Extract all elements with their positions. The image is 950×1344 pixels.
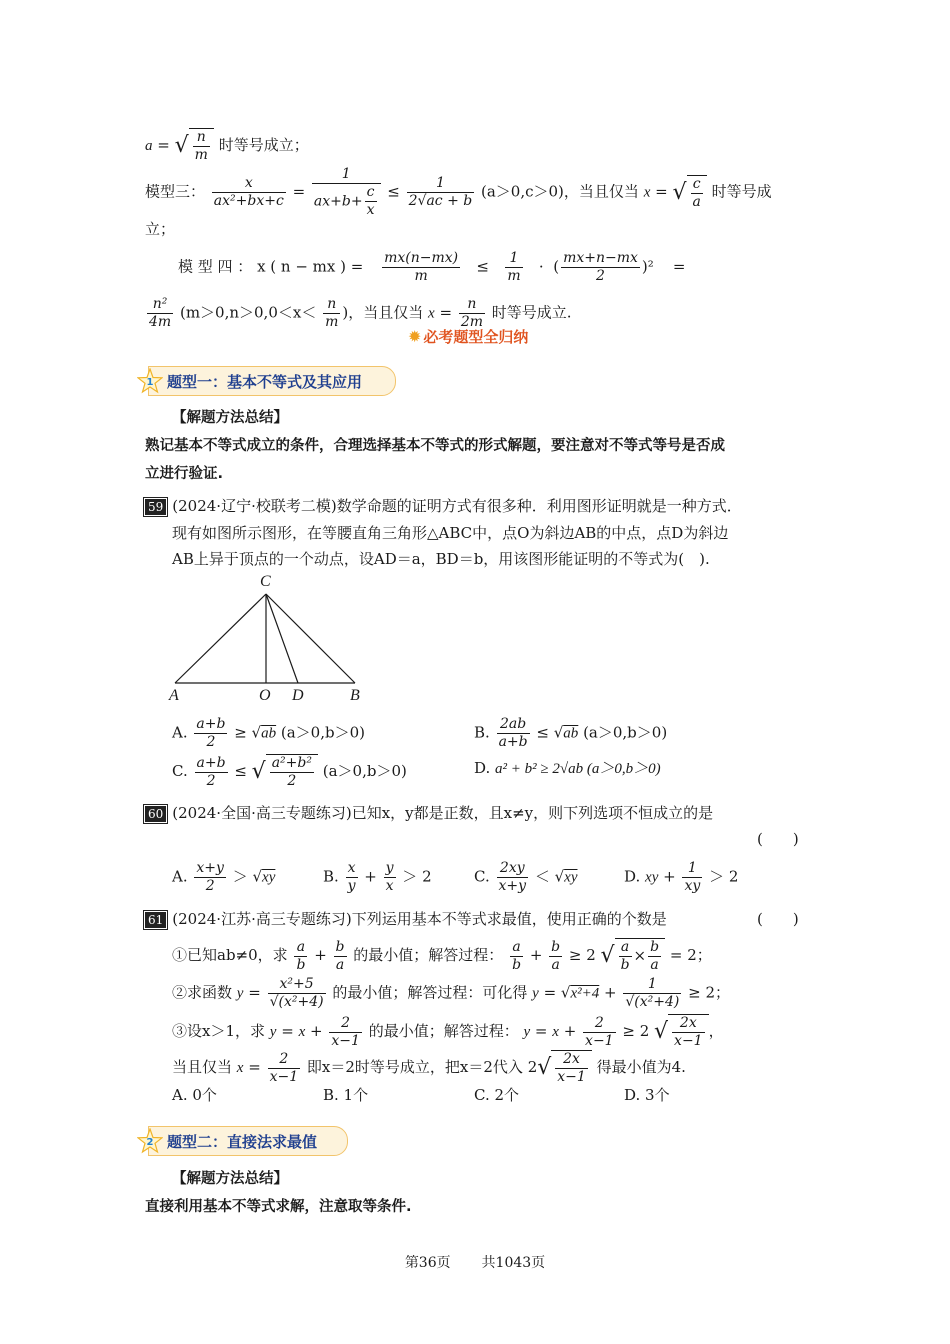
q59-a-label: A. — [172, 723, 188, 742]
q59-option-a[interactable]: A. $\frac{a+b}{2}$ ≥ √ab (a＞0,b＞0) — [172, 716, 365, 750]
q61-item2-a: ②求函数 — [172, 983, 233, 1002]
q60-option-a[interactable]: A. $\frac{x+y}{2}$ ＞ √xy — [172, 860, 276, 894]
q61-item3-c: 当且仅当 — [172, 1058, 233, 1076]
type2-banner — [148, 1126, 348, 1156]
q61-item3-cont: 当且仅当 x = $\frac{2}{x-1}$ 即x＝2时等号成立，把x＝2代入 2√ $\frac{2x}{x-1}$ 得最小值为4. — [172, 1050, 686, 1085]
q60-option-b[interactable]: B. $\frac{x}{y}$ + $\frac{y}{x}$ ＞ 2 — [323, 860, 432, 894]
model3-wrap: 立； — [145, 220, 176, 238]
q61-item1-a: ①已知ab≠0，求 — [172, 946, 288, 964]
q59-d-label: D. — [474, 759, 491, 777]
model3-tail: 时等号成 — [711, 182, 772, 201]
q59-option-b[interactable]: B. $\frac{2ab}{a+b}$ ≤ √ab (a＞0,b＞0) — [474, 716, 668, 750]
q61-item1: ①已知ab≠0，求 $\frac{a}{b}$ + $\frac{b}{a}$ 的最小值；解答过程： $\frac{a}{b}$ + $\frac{b}{a}$ ≥ 2 √ $\frac{a}{b}$ × $\frac{b}{a}$ = 2； — [172, 938, 712, 973]
q59-text-3: AB上异于顶点的一个动点，设AD＝a，BD＝b，用该图形能证明的不等式为( ). — [172, 550, 710, 568]
q60-answer-paren[interactable]: ( ) — [757, 830, 799, 848]
page-total: 共1043页 — [481, 1255, 546, 1271]
q60-a-label: A. — [172, 867, 188, 886]
type1-method-label: 【解题方法总结】 — [172, 410, 288, 426]
q61-item3: ③设x＞1，求 y = x + $\frac{2}{x-1}$ 的最小值；解答过程： y = x + $\frac{2}{x-1}$ ≥ 2 √ $\frac{2x}{x-1}$ ， — [172, 1014, 724, 1049]
q61-item1-b: 的最小值；解答过程： — [353, 946, 504, 964]
q61-option-d[interactable]: D. 3个 — [624, 1086, 670, 1104]
model-three-line: 模型三： $\frac{x}{\text{ax²+bx+c}}$ = 1 ax+b+ $\frac{c}{x}$ ≤ $\frac{1}{2√ac + b}$ (a＞0,c＞0)，当且仅当 x = √ $\frac{c}{a}$ 时等号成 — [145, 166, 772, 218]
line1-suffix: 时等号成立； — [218, 136, 309, 154]
section-header — [408, 326, 528, 347]
q61-number: 61 — [145, 912, 166, 928]
q61-text-1: (2024·江苏·高三专题练习)下列运用基本不等式求最值，使用正确的个数是 — [172, 910, 667, 928]
q60-line1 — [145, 802, 713, 824]
q60-b-label: B. — [323, 867, 339, 886]
q61-line1 — [145, 908, 667, 930]
type1-method-text-2: 立进行验证. — [145, 466, 224, 482]
type2-method-text: 直接利用基本不等式求解，注意取等条件. — [145, 1199, 412, 1215]
q61-option-a[interactable]: A. 0个 — [172, 1086, 217, 1104]
q59-line1 — [145, 495, 742, 517]
q60-d-label: D. — [624, 867, 641, 886]
label-C: C — [260, 573, 271, 590]
page-number: 第36页 — [404, 1255, 451, 1271]
q59-a-cond: (a＞0,b＞0) — [280, 723, 365, 742]
type2-title: 题型二：直接法求最值 — [167, 1132, 318, 1151]
page-footer — [0, 1252, 950, 1272]
model4-cond: (m＞0,n＞0,0＜x＜ — [179, 303, 317, 322]
star-badge-icon — [137, 368, 163, 394]
type1-title: 题型一：基本不等式及其应用 — [167, 372, 363, 391]
q60-option-d[interactable]: D. xy + $\frac{1}{xy}$ ＞ 2 — [624, 860, 739, 894]
label-B: B — [350, 687, 360, 704]
q61-option-c[interactable]: C. 2个 — [474, 1086, 520, 1104]
q59-d-text: a² + b² ≥ 2√ab (a＞0,b＞0) — [495, 761, 661, 777]
label-A: A — [169, 687, 179, 704]
type1-method-text-1: 熟记基本不等式成立的条件，合理选择基本不等式的形式解题，要注意对不等式等号是否成 — [145, 438, 725, 454]
q60-c-label: C. — [474, 867, 490, 886]
q59-c-label: C. — [172, 762, 188, 780]
model3-cond: (a＞0,c＞0)，当且仅当 — [481, 182, 639, 201]
triangle-figure — [165, 570, 375, 705]
type2-num: 2 — [146, 1137, 154, 1148]
model4-tail: 时等号成立. — [491, 303, 572, 322]
q61-item3-d: 即x＝2时等号成立，把x＝2代入 — [306, 1058, 523, 1076]
q59-number: 59 — [145, 499, 166, 515]
q59-c-cond: (a＞0,b＞0) — [322, 762, 407, 780]
model3-label: 模型三： — [145, 182, 206, 201]
q59-option-c[interactable]: C. $\frac{a+b}{2}$ ≤ √ $\frac{\text{a²+b²}}{2}$ (a＞0,b＞0) — [172, 754, 407, 789]
q60-text-1: (2024·全国·高三专题练习)已知x，y都是正数，且x≠y，则下列选项不恒成立的是 — [172, 804, 714, 822]
label-O: O — [259, 687, 271, 704]
sun-icon: ✹ — [408, 327, 422, 346]
q59-text-1: (2024·辽宁·校联考二模)数学命题的证明方式有很多种．利用图形证明就是一种方式． — [172, 497, 742, 515]
q61-item3-a: ③设x＞1，求 — [172, 1022, 266, 1040]
q59-b-cond: (a＞0,b＞0) — [583, 723, 668, 742]
q61-item3-b: 的最小值；解答过程： — [368, 1022, 519, 1040]
star-badge-icon — [137, 1128, 163, 1154]
q59-option-d[interactable] — [474, 757, 661, 780]
q61-answer-paren[interactable]: ( ) — [757, 910, 799, 928]
q60-number: 60 — [145, 806, 166, 822]
label-D: D — [292, 687, 304, 704]
q59-text-2: 现有如图所示图形，在等腰直角三角形△ABC中，点O为斜边AB的中点，点D为斜边 — [172, 524, 729, 542]
q59-b-label: B. — [474, 723, 490, 742]
model-four-line: 模 型 四 ： x ( n − mx ) = $\frac{mx(n-mx)}{m}$ ≤ $\frac{1}{m}$ · ( $\frac{mx+n-mx}{2}$ )² = — [178, 250, 686, 284]
formula-line-1: a = √ $\frac{n}{m}$ 时等号成立； — [145, 129, 309, 163]
q61-item2: ②求函数 y = $\frac{\text{x²+5}}{\text{√(x²+4)}}$ 的最小值；解答过程：可化得 y = √x²+4 + $\frac{1}{\text{√(x²+4)}}$ ≥ 2； — [172, 976, 731, 1010]
q60-option-c[interactable]: C. $\frac{2xy}{x+y}$ ＜ √xy — [474, 860, 578, 894]
type1-banner — [148, 366, 396, 396]
q61-item2-b: 的最小值；解答过程：可化得 — [332, 983, 528, 1002]
model4-label: 模 型 四 ： x ( n − mx ) = — [178, 257, 364, 276]
model-four-cont: $\frac{\text{n²}}{4m}$ (m＞0,n＞0,0＜x＜ $\frac{n}{m}$ )，当且仅当 x = $\frac{n}{2m}$ 时等号成立. — [149, 296, 572, 330]
type2-method-label: 【解题方法总结】 — [172, 1171, 288, 1187]
q61-item3-e: 得最小值为4. — [596, 1058, 686, 1076]
q61-option-b[interactable]: B. 1个 — [323, 1086, 369, 1104]
section-header-title: 必考题型全归纳 — [423, 328, 529, 346]
type1-num: 1 — [146, 377, 154, 388]
